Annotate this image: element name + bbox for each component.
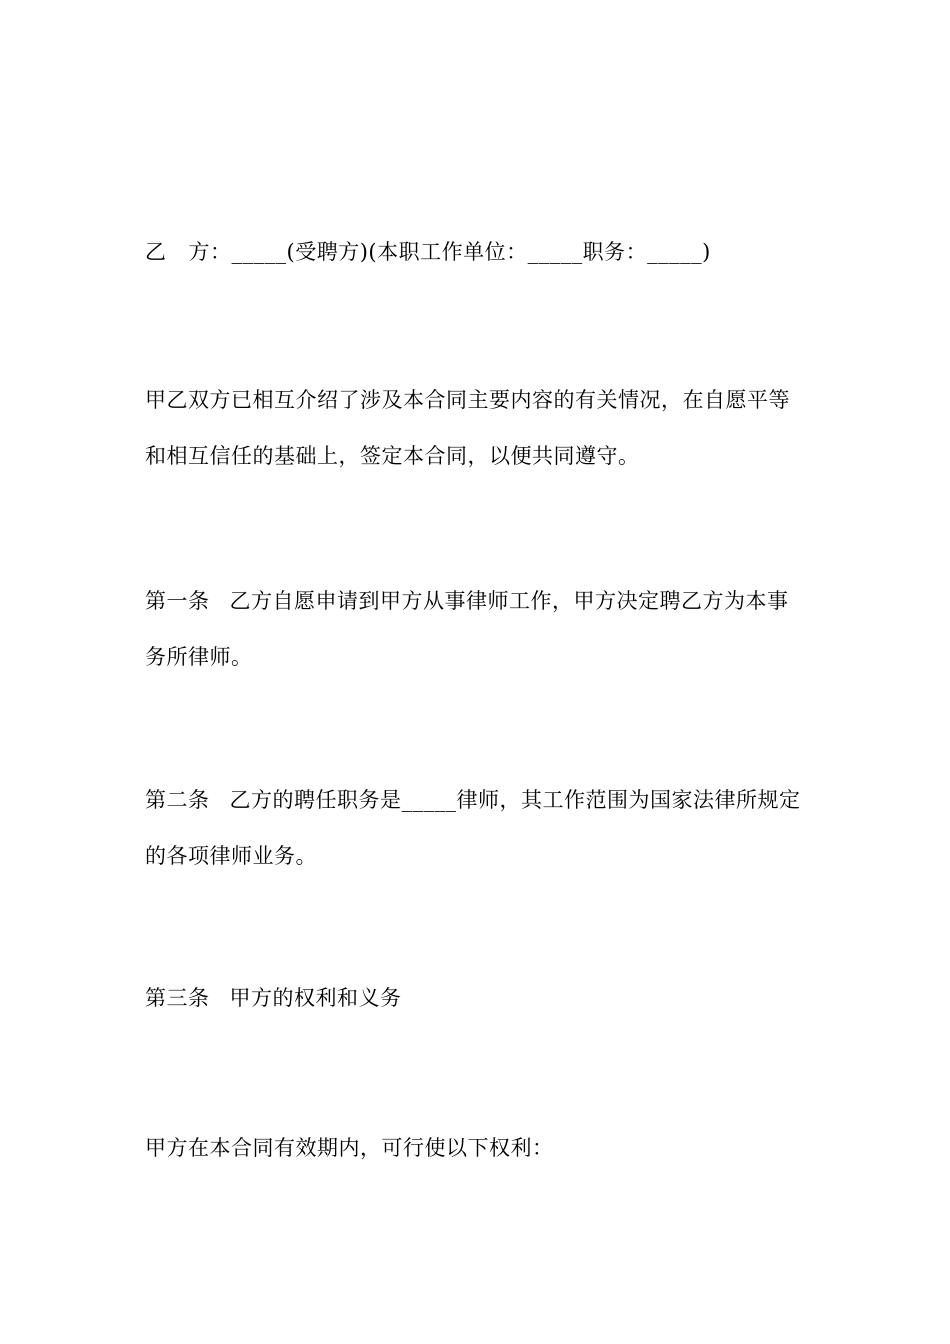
article-3-heading: 第三条 — [145, 986, 210, 1010]
article-1 — [145, 573, 807, 685]
party-b-line — [145, 224, 807, 280]
party-b-details: 方：_____(受聘方)(本职工作单位：_____职务：_____) — [188, 240, 711, 264]
intro-paragraph: 甲乙双方已相互介绍了涉及本合同主要内容的有关情况，在自愿平等和相互信任的基础上，签定本合同，以便共同遵守。 — [145, 388, 790, 468]
party-b-label: 乙 — [145, 240, 167, 264]
article-2-text: 乙方的聘任职务是_____律师，其工作范围为国家法律所规定的各项律师业务。 — [145, 788, 801, 868]
article-2 — [145, 772, 807, 884]
article-3-text: 甲方的权利和义务 — [229, 986, 402, 1010]
article-3 — [145, 970, 807, 1026]
article-1-text: 乙方自愿申请到甲方从事律师工作，甲方决定聘乙方为本事务所律师。 — [145, 589, 789, 669]
article-1-heading: 第一条 — [145, 589, 210, 613]
rights-intro-paragraph: 甲方在本合同有效期内，可行使以下权利： — [145, 1136, 554, 1160]
article-2-heading: 第二条 — [145, 788, 210, 812]
